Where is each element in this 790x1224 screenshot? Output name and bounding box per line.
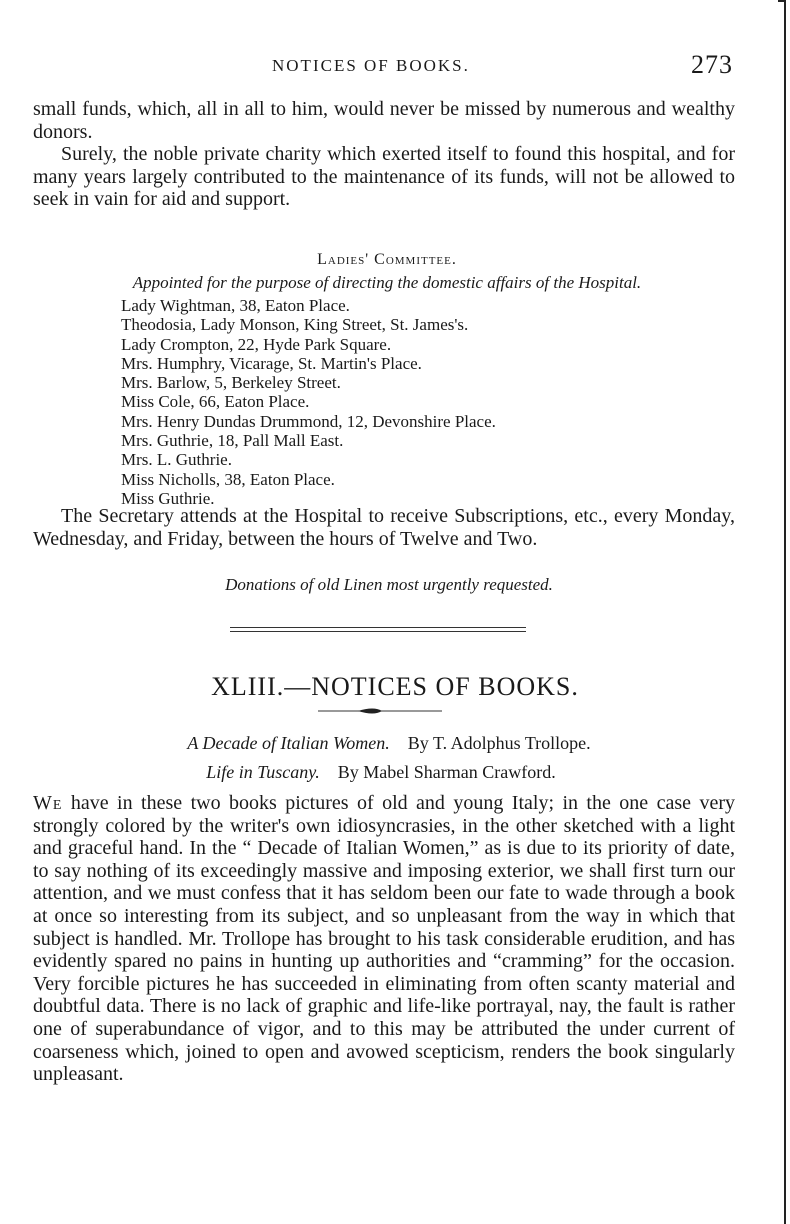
book-1-author: By T. Adolphus Trollope.: [407, 733, 591, 753]
section-divider-bottom: [230, 631, 526, 632]
committee-member: Mrs. Guthrie, 18, Pall Mall East.: [121, 431, 344, 451]
review-opening-word: We: [33, 792, 63, 814]
committee-member: Miss Cole, 66, Eaton Place.: [121, 392, 310, 412]
book-2-title: Life in Tuscany.: [206, 762, 320, 782]
committee-list: [121, 296, 496, 508]
committee-member: Mrs. Barlow, 5, Berkeley Street.: [121, 373, 341, 393]
committee-member: Miss Guthrie.: [121, 488, 215, 508]
page-edge-tick: [778, 0, 786, 2]
book-2: [0, 762, 776, 783]
ornament-flourish: [318, 706, 442, 716]
committee-subtitle: Appointed for the purpose of directing the domestic affairs of the Hospital.: [132, 273, 642, 292]
committee-member: Theodosia, Lady Monson, King Street, St. James's.: [121, 315, 469, 335]
intro-paragraph-2: Surely, the noble private charity which exerted itself to found this hospital, and for many years largely contributed to the maintenance of its funds, will not be allowed to seek in vain for aid and support.: [33, 143, 735, 210]
page-edge-rule: [784, 0, 786, 1224]
review-body: have in these two books pictures of old and young Italy; in the one case very strongly colored by the writer's own idiosyncrasies, in the other sketched with a light and graceful hand. In the “ Decade of Italian Women,” as is due to its priority of date, to say nothing of its exceedingly massive and imposing exterior, we shall first turn our attention, and we must confess that it has seldom been our fate to wade through a book at once so interesting from its subject, and so unpleasant from the way in which that subject is handled. Mr. Trollope has brought to his task considerable erudition, and has evidently spared no pains in hunting up authorities and “cramming” for the occasion. Very forcible pictures he has succeeded in eliminating from often scanty material and doubtful data. There is no lack of graphic and life-like portrayal, nay, the fault is rather one of superabundance of vigor, and to this may be attributed the under current of coarseness which, joined to open and avowed scepticism, renders the book singularly unpleasant.: [33, 792, 735, 1086]
donations-note: Donations of old Linen most urgently requested.: [225, 575, 553, 594]
committee-heading: Ladies' Committee.: [317, 251, 457, 268]
section-divider-top: [230, 627, 526, 628]
committee-member: Lady Crompton, 22, Hyde Park Square.: [121, 334, 392, 354]
committee-member: Mrs. Humphry, Vicarage, St. Martin's Place.: [121, 353, 422, 373]
page-number: 273: [691, 50, 733, 79]
book-1-title: A Decade of Italian Women.: [187, 733, 390, 753]
committee-member: Miss Nicholls, 38, Eaton Place.: [121, 469, 335, 489]
book-2-author: By Mabel Sharman Crawford.: [337, 762, 556, 782]
running-title: NOTICES OF BOOKS.: [272, 56, 470, 75]
committee-member: Mrs. Henry Dundas Drummond, 12, Devonshire Place.: [121, 411, 496, 431]
section-title: XLIII.—NOTICES OF BOOKS.: [211, 672, 579, 701]
committee-member: Mrs. L. Guthrie.: [121, 450, 232, 470]
intro-paragraph-1: small funds, which, all in all to him, would never be missed by numerous and wealthy donors.: [33, 98, 735, 143]
committee-member: Lady Wightman, 38, Eaton Place.: [121, 296, 350, 315]
secretary-note: The Secretary attends at the Hospital to receive Subscriptions, etc., every Monday, Wednesday, and Friday, between the hours of Twelve and Two.: [33, 505, 735, 550]
intro-text: [33, 98, 735, 211]
book-1: [0, 733, 784, 754]
review-text: [33, 792, 735, 1086]
